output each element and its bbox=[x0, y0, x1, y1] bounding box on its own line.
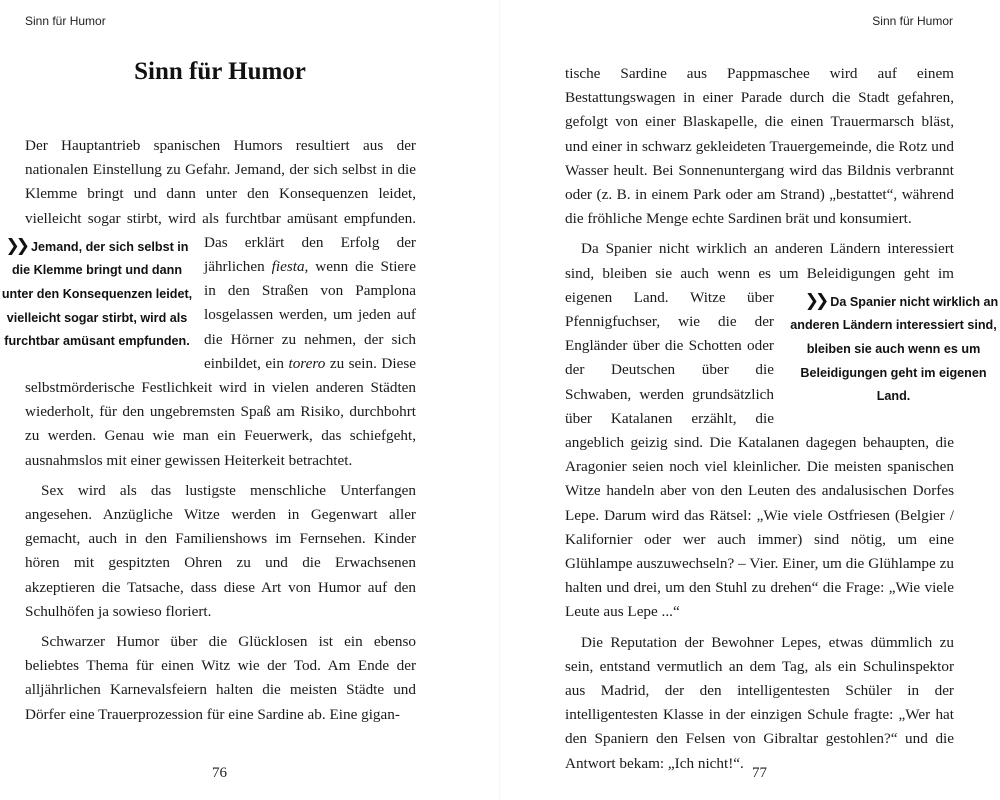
running-head-left: Sinn für Humor bbox=[25, 14, 106, 28]
left-para1-end: zu sein. Diese selbstmörderische Festlichkeit wird in vielen anderen Städten wiederholt, für den ungebremsten Spaß am Risiko, durchbohrt zu werden. Genau wie man ein Feuerwerk, das schiefgeht, ausnahmslos mit einer gewissen Heiterkeit betrachtet. bbox=[25, 354, 416, 469]
italic-torero: torero bbox=[288, 354, 326, 372]
left-para1-mid: wenn die Stiere in den Straßen von Pamplona losgelassen werden, um jeden auf die Hörner zu nehmen, der sich einbildet, ein bbox=[204, 258, 416, 372]
page-number-right: 77 bbox=[752, 765, 767, 781]
pullquote-left-text: Jemand, der sich selbst in die Klemme bringt und dann unter den Konsequenzen leidet, vielleicht sogar stirbt, wird als furchtbar amüsant empfunden. bbox=[1, 239, 193, 349]
left-paragraph-2: Sex wird als das lustigste menschliche Unterfangen angesehen. Anzügliche Witze werden in Gegenwart aller gemacht, auch in den Familienshows im Fernsehen. Kinder hören mit gespitzten Ohren zu und die Erwachsenen akzeptieren die Tatsache, dass diese Art von Humor auf den Schulhöfen ja sowieso floriert. bbox=[25, 481, 416, 620]
right-body-text bbox=[565, 62, 999, 782]
pullquote-chevron-icon: ❯❯ bbox=[5, 235, 26, 256]
left-para1-start: Das erklärt den Erfolg der jährlichen bbox=[204, 233, 416, 276]
running-head-right: Sinn für Humor bbox=[872, 14, 953, 28]
right-para2-after-quote: Witze über Pfennigfuchser, wie die der Engländer über die Schotten oder der Deutschen über die Schwaben, werden grundsätzlich über Katalanen erzählt, die angeblich geizig sind. Die Katalanen dagegen behaupten, die Aragonier seien noch viel kleinlicher. Die meisten spanischen Witze handeln aber von den Leuten des andalusischen Dorfes Lepe. Darum wird das Rätsel: „Wie viele Ostfriesen (Belgier / Kalifornier oder wer auch immer) sind nötig, um eine Glühlampe auszuwechseln? – Vier. Einer, um die Glühlampe zu halten und drei, um den Stuhl zu drehen“ die Frage: „Wie viele Leute aus Lepe ...“ bbox=[565, 288, 954, 621]
right-paragraph-1: tische Sardine aus Pappmaschee wird auf einem Bestattungswagen in einer Parade durch die Stadt gefahren, gefolgt von einer Blaskapelle, die einen Trauermarsch bläst, und einer in schwarz gekleideten Trauergemeinde, die Rotz und Wasser heult. Bei Sonnenuntergang wird das Bildnis verbrannt oder (z. B. in einem Park oder am Strand) „bestattet“, während die fröhliche Menge echte Sardinen brät und konsumiert. bbox=[565, 65, 954, 228]
left-paragraph-3: Schwarzer Humor über die Glücklosen ist ein ebenso beliebtes Thema für einen Witz wie der Tod. Am Ende der alljährlichen Karnevalsfeiern halten die meisten Städte und Dörfer eine Trauerprozession für eine Sardine ab. Eine gigan- bbox=[25, 633, 416, 723]
pullquote-right-text: Da Spanier nicht wirklich an anderen Ländern interessiert sind, bleiben sie auch wenn es um Beleidigungen geht im eigenen Land. bbox=[790, 294, 999, 404]
page-number-left: 76 bbox=[212, 765, 227, 781]
left-body-text bbox=[1, 134, 416, 733]
right-paragraph-3: Die Reputation der Bewohner Lepes, etwas dümmlich zu sein, entstand vermutlich an dem Tag, als ein Schulinspektor aus Madrid, der den intelligentesten Schüler in der intelligentesten Klasse in der einzigen Schule fragte: „Wer hat den Spaniern den Felsen von Gibraltar gestohlen?“ und die Antwort bekam: „Ich nicht!“. bbox=[565, 633, 954, 772]
left-paragraph-1 bbox=[1, 134, 416, 473]
pullquote-left bbox=[0, 235, 194, 354]
pullquote-right bbox=[786, 290, 1000, 409]
right-para2-before-quote: Da Spanier nicht wirklich an anderen Ländern interessiert sind, bleiben sie auch wenn es um Beleidigungen geht im eigenen Land. bbox=[565, 240, 954, 306]
italic-fiesta: fiesta, bbox=[271, 258, 309, 276]
pullquote-chevron-icon: ❯❯ bbox=[804, 290, 826, 311]
right-page bbox=[500, 0, 1000, 800]
right-paragraph-2 bbox=[565, 237, 999, 624]
left-para1-before-quote: Der Hauptantrieb spanischen Humors resultiert aus der nationalen Einstellung zu Gefahr. Jemand, der sich selbst in die Klemme bringt und dann unter den Konsequenzen leidet, vielleicht sogar stirbt, wird als furchtbar amüsant empfunden. bbox=[25, 137, 416, 227]
chapter-title: Sinn für Humor bbox=[134, 58, 306, 85]
